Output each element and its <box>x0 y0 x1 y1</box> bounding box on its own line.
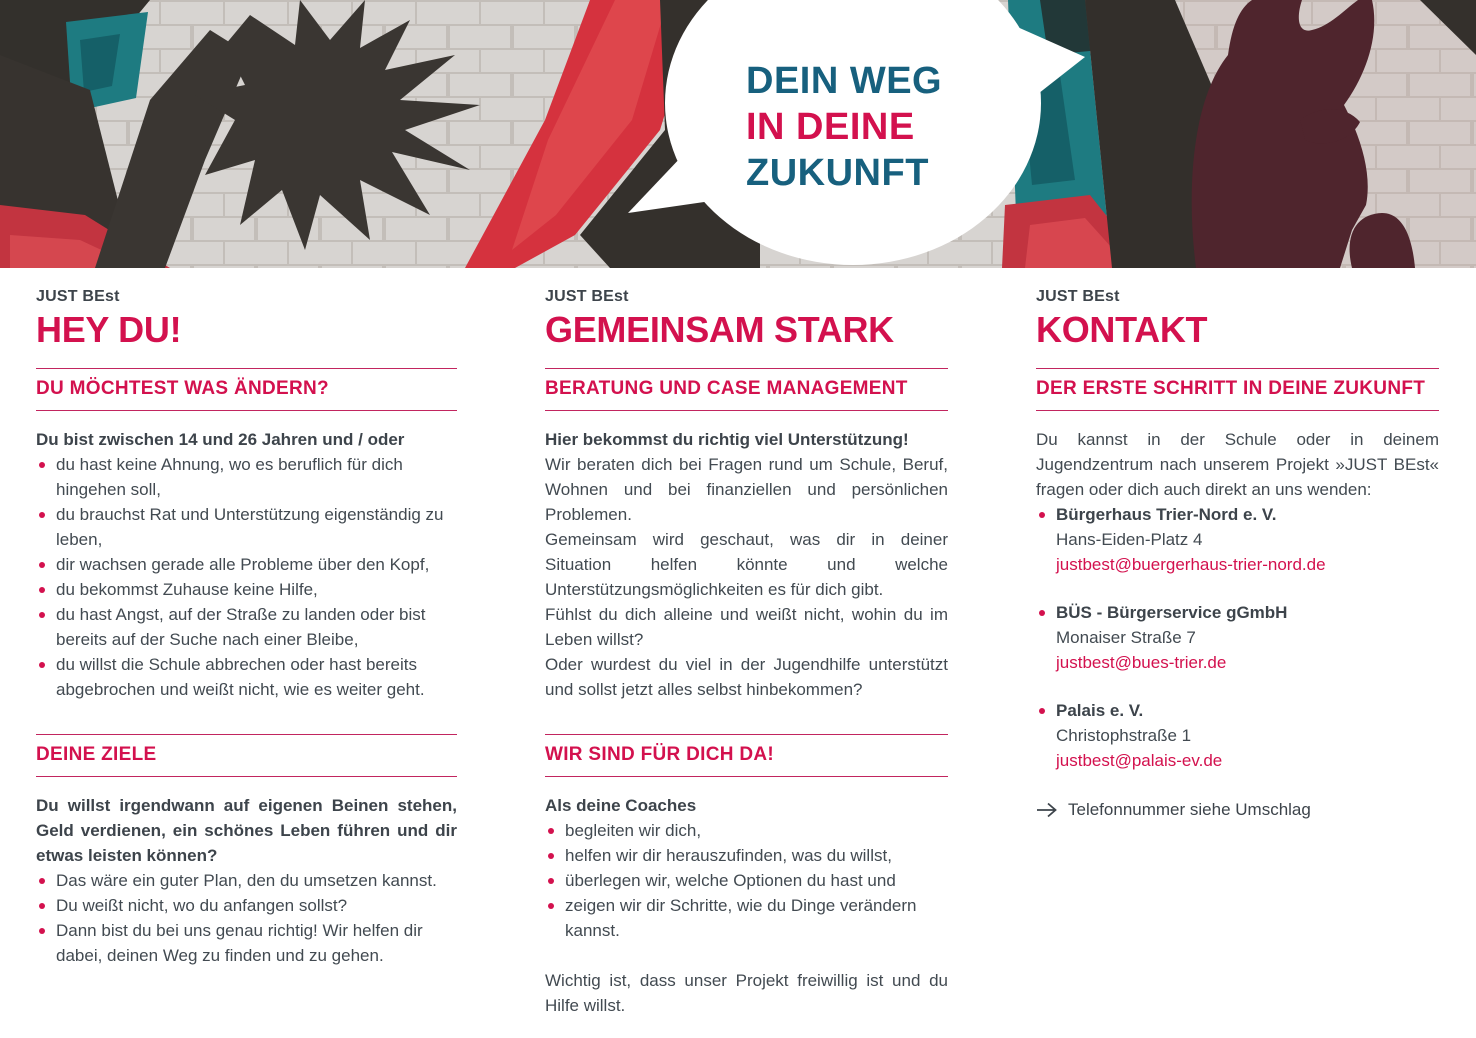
bullet-item: helfen wir dir herauszufinden, was du willst, <box>545 843 948 868</box>
section-heading: WIR SIND FÜR DICH DA! <box>545 734 948 777</box>
contact-email-link[interactable]: justbest@buergerhaus-trier-nord.de <box>1056 555 1326 574</box>
bullet-list <box>36 452 457 702</box>
bullet-item: du hast Angst, auf der Straße zu landen oder bist bereits auf der Suche nach einer Bleibe, <box>36 602 457 652</box>
contact-name: BÜS - Bürgerservice gGmbH <box>1056 603 1288 622</box>
section-heading: DU MÖCHTEST WAS ÄNDERN? <box>36 368 457 411</box>
bullet-list <box>36 868 457 968</box>
bullet-item: überlegen wir, welche Optionen du hast und <box>545 868 948 893</box>
phone-note-text: Telefonnummer siehe Umschlag <box>1068 800 1311 819</box>
bullet-item: du willst die Schule abbrechen oder hast bereits abgebrochen und weißt nicht, wie es weiter geht. <box>36 652 457 702</box>
bullet-item: Du weißt nicht, wo du anfangen sollst? <box>36 893 457 918</box>
section-heading: DEINE ZIELE <box>36 734 457 777</box>
contact-item <box>1036 698 1439 773</box>
column-kontakt <box>1036 288 1439 1018</box>
contact-list <box>1036 502 1439 773</box>
kicker: JUST BEst <box>36 288 120 305</box>
speech-bubble <box>746 58 942 196</box>
bullet-item: dir wachsen gerade alle Probleme über den Kopf, <box>36 552 457 577</box>
header-image <box>0 0 1476 268</box>
kicker: JUST BEst <box>545 288 629 305</box>
column-gemeinsam-stark <box>545 288 948 1018</box>
paragraph: Fühlst du dich alleine und weißt nicht, wohin du im Leben willst? <box>545 605 948 649</box>
paragraph: Wichtig ist, dass unser Projekt freiwillig ist und du Hilfe willst. <box>545 971 948 1015</box>
column-title: KONTAKT <box>1036 309 1208 350</box>
contact-name: Palais e. V. <box>1056 701 1144 720</box>
phone-note <box>1036 800 1439 820</box>
contact-email-link[interactable]: justbest@palais-ev.de <box>1056 751 1223 770</box>
bullet-item: begleiten wir dich, <box>545 818 948 843</box>
bullet-item: du brauchst Rat und Unterstützung eigenständig zu leben, <box>36 502 457 552</box>
bubble-line-2: IN DEINE <box>746 106 915 148</box>
bullet-item: du hast keine Ahnung, wo es beruflich für dich hingehen soll, <box>36 452 457 502</box>
bubble-line-3: ZUKUNFT <box>746 152 929 194</box>
contact-email-link[interactable]: justbest@bues-trier.de <box>1056 653 1227 672</box>
wall-art <box>0 0 1476 268</box>
lead-text: Als deine Coaches <box>545 796 697 815</box>
content-columns <box>0 268 1476 1018</box>
arrow-right-icon <box>1036 802 1058 818</box>
contact-street: Monaiser Straße 7 <box>1056 628 1196 647</box>
column-title: HEY DU! <box>36 309 182 350</box>
lead-text: Du willst irgendwann auf eigenen Beinen stehen, Geld verdienen, ein schönes Leben führen und dir etwas leisten können? <box>36 796 457 865</box>
bullet-item: du bekommst Zuhause keine Hilfe, <box>36 577 457 602</box>
contact-name: Bürgerhaus Trier-Nord e. V. <box>1056 505 1277 524</box>
lead-text: Hier bekommst du richtig viel Unterstützung! <box>545 430 909 449</box>
section-heading: BERATUNG UND CASE MANAGEMENT <box>545 368 948 411</box>
paragraph: Oder wurdest du viel in der Jugendhilfe unterstützt und sollst jetzt alles selbst hinbekommen? <box>545 655 948 699</box>
bullet-item: zeigen wir dir Schritte, wie du Dinge verändern kannst. <box>545 893 948 943</box>
lead-text: Du bist zwischen 14 und 26 Jahren und / oder <box>36 430 405 449</box>
bullet-list <box>545 818 948 943</box>
column-hey-du <box>36 288 457 1018</box>
kicker: JUST BEst <box>1036 288 1120 305</box>
contact-item <box>1036 502 1439 577</box>
column-title: GEMEINSAM STARK <box>545 309 894 350</box>
contact-street: Hans-Eiden-Platz 4 <box>1056 530 1203 549</box>
bubble-line-1: DEIN WEG <box>746 60 943 102</box>
lead-text: Du kannst in der Schule oder in deinem Jugendzentrum nach unserem Projekt »JUST BEst« fragen oder dich auch direkt an uns wenden: <box>1036 430 1439 499</box>
paragraph: Wir beraten dich bei Fragen rund um Schule, Beruf, Wohnen und bei finanziellen und persönlichen Problemen. <box>545 455 948 524</box>
bullet-item: Dann bist du bei uns genau richtig! Wir helfen dir dabei, deinen Weg zu finden und zu gehen. <box>36 918 457 968</box>
section-heading: DER ERSTE SCHRITT IN DEINE ZUKUNFT <box>1036 368 1439 411</box>
contact-street: Christophstraße 1 <box>1056 726 1192 745</box>
contact-item <box>1036 600 1439 675</box>
bullet-item: Das wäre ein guter Plan, den du umsetzen kannst. <box>36 868 457 893</box>
paragraph: Gemeinsam wird geschaut, was dir in deiner Situation helfen könnte und welche Unterstützungsmöglichkeiten es für dich gibt. <box>545 530 948 599</box>
